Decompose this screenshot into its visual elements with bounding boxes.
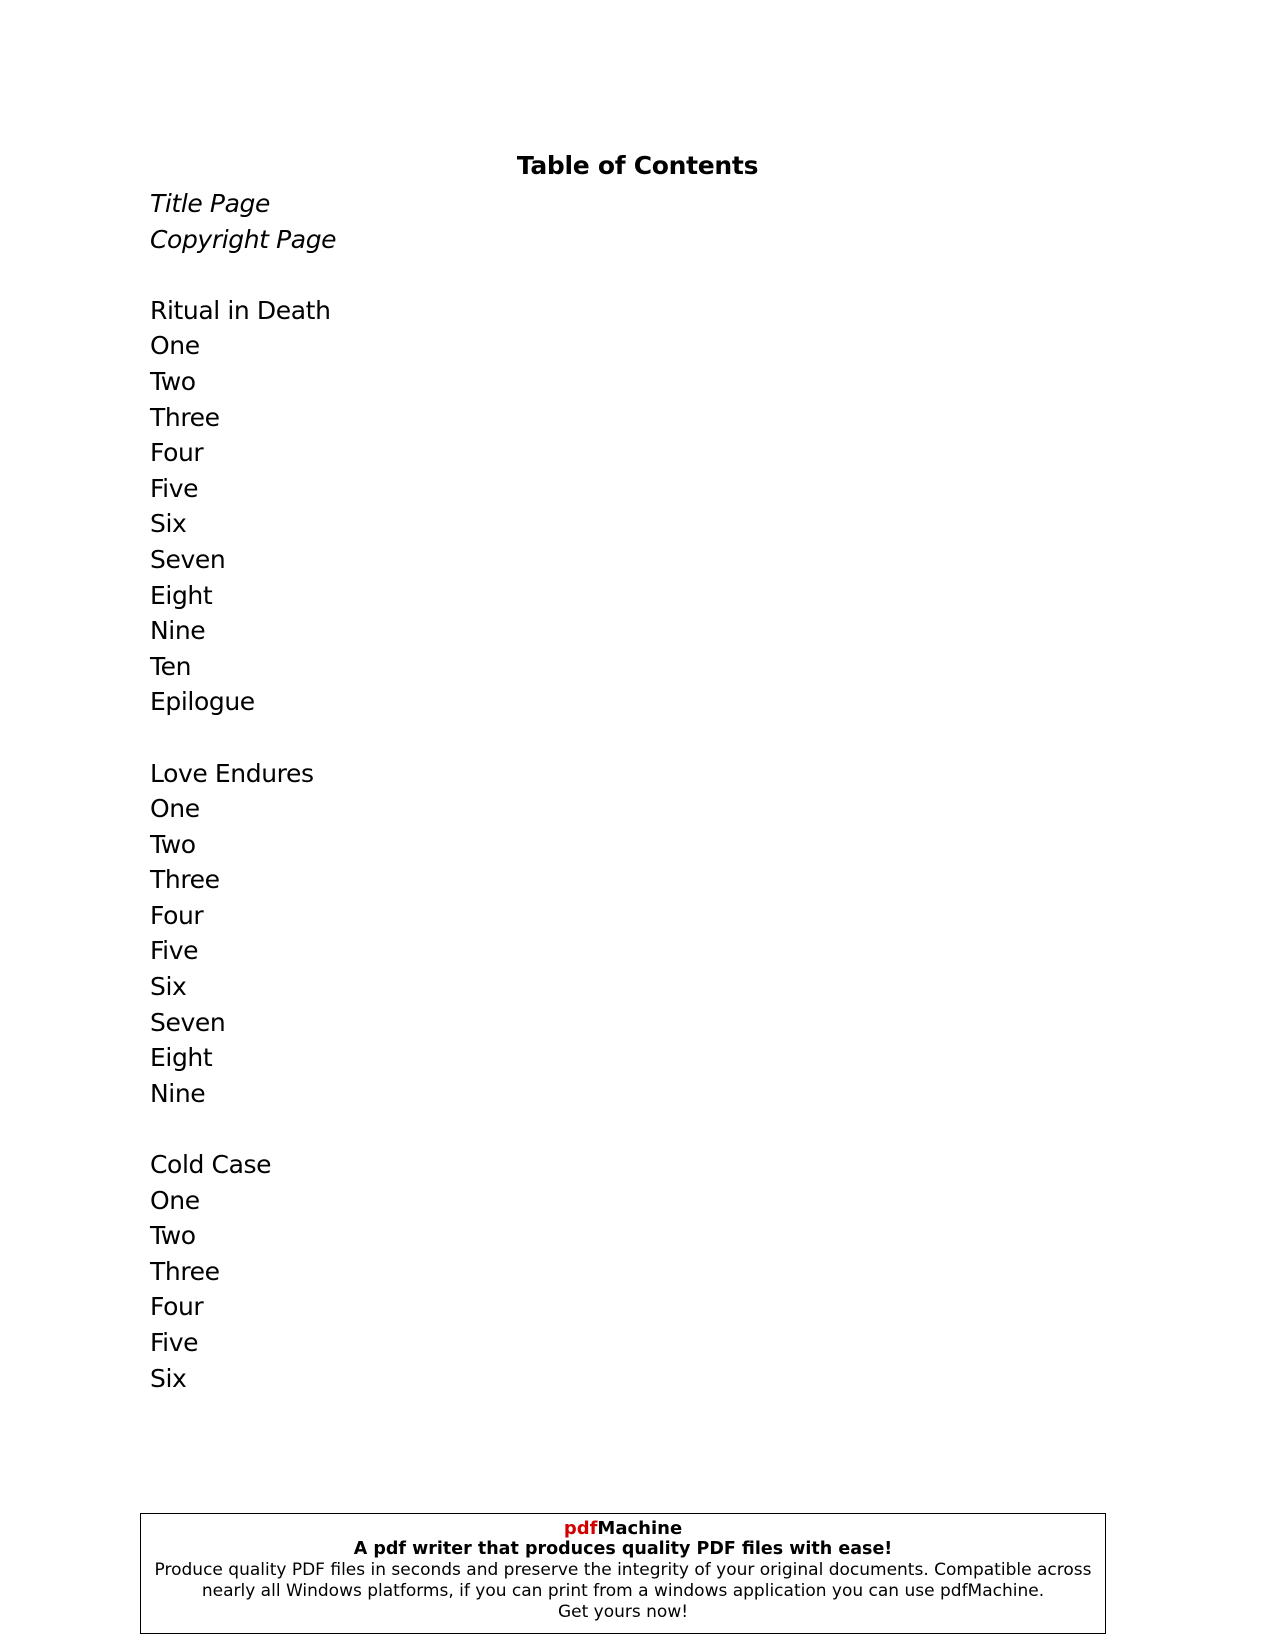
toc-spacer — [150, 720, 336, 756]
toc-entry: One — [150, 794, 200, 824]
toc-entry: One — [150, 1185, 200, 1215]
toc-entry: Eight — [150, 1043, 213, 1073]
toc-entry: Ritual in Death — [150, 295, 331, 325]
toc-entry: Two — [150, 366, 196, 396]
toc-entry: Title Page — [150, 189, 270, 218]
toc-spacer — [150, 1111, 336, 1147]
toc-entry: Ten — [150, 651, 192, 681]
toc-entry: Seven — [150, 1007, 226, 1037]
toc-entry: Nine — [150, 616, 206, 646]
ad-body-line-1: Produce quality PDF files in seconds and preserve the integrity of your original documents. Compatible across — [154, 1560, 1092, 1580]
toc-entry: One — [150, 331, 200, 361]
toc-entry: Four — [150, 1292, 204, 1322]
toc-entry: Love Endures — [150, 758, 314, 788]
ad-brand — [141, 1518, 1105, 1539]
toc-entry: Eight — [150, 580, 213, 610]
toc-entry: Three — [150, 1256, 220, 1286]
ad-brand-suffix: Machine — [597, 1518, 683, 1539]
ad-body-line-3: Get yours now! — [557, 1602, 689, 1622]
toc-entry: Four — [150, 900, 204, 930]
toc-entry: Six — [150, 972, 187, 1002]
toc-entry: Copyright Page — [150, 224, 337, 254]
toc-entry: Six — [150, 1363, 187, 1393]
ad-body-line-2: nearly all Windows platforms, if you can print from a windows application you can use pdfMachine. — [201, 1581, 1045, 1601]
toc-entry: Epilogue — [150, 687, 255, 717]
toc-entry: Five — [150, 473, 199, 503]
toc-entry: Three — [150, 865, 220, 895]
ad-tagline: A pdf writer that produces quality PDF files with ease! — [353, 1539, 893, 1559]
toc-entry: Four — [150, 438, 204, 468]
toc-entry: Six — [150, 509, 187, 539]
toc-title: Table of Contents — [516, 151, 759, 180]
ad-brand-prefix: pdf — [563, 1518, 598, 1539]
toc-entry: Two — [150, 1221, 196, 1251]
toc-entry: Seven — [150, 544, 226, 574]
toc-entry: Nine — [150, 1078, 206, 1108]
toc-spacer — [150, 257, 336, 293]
toc-entry: Five — [150, 936, 199, 966]
pdfmachine-ad-box — [140, 1513, 1106, 1634]
toc-list — [150, 186, 336, 1396]
toc-entry: Five — [150, 1328, 199, 1357]
toc-entry: Three — [150, 402, 220, 432]
toc-entry: Two — [150, 829, 196, 859]
toc-entry: Cold Case — [150, 1150, 272, 1180]
